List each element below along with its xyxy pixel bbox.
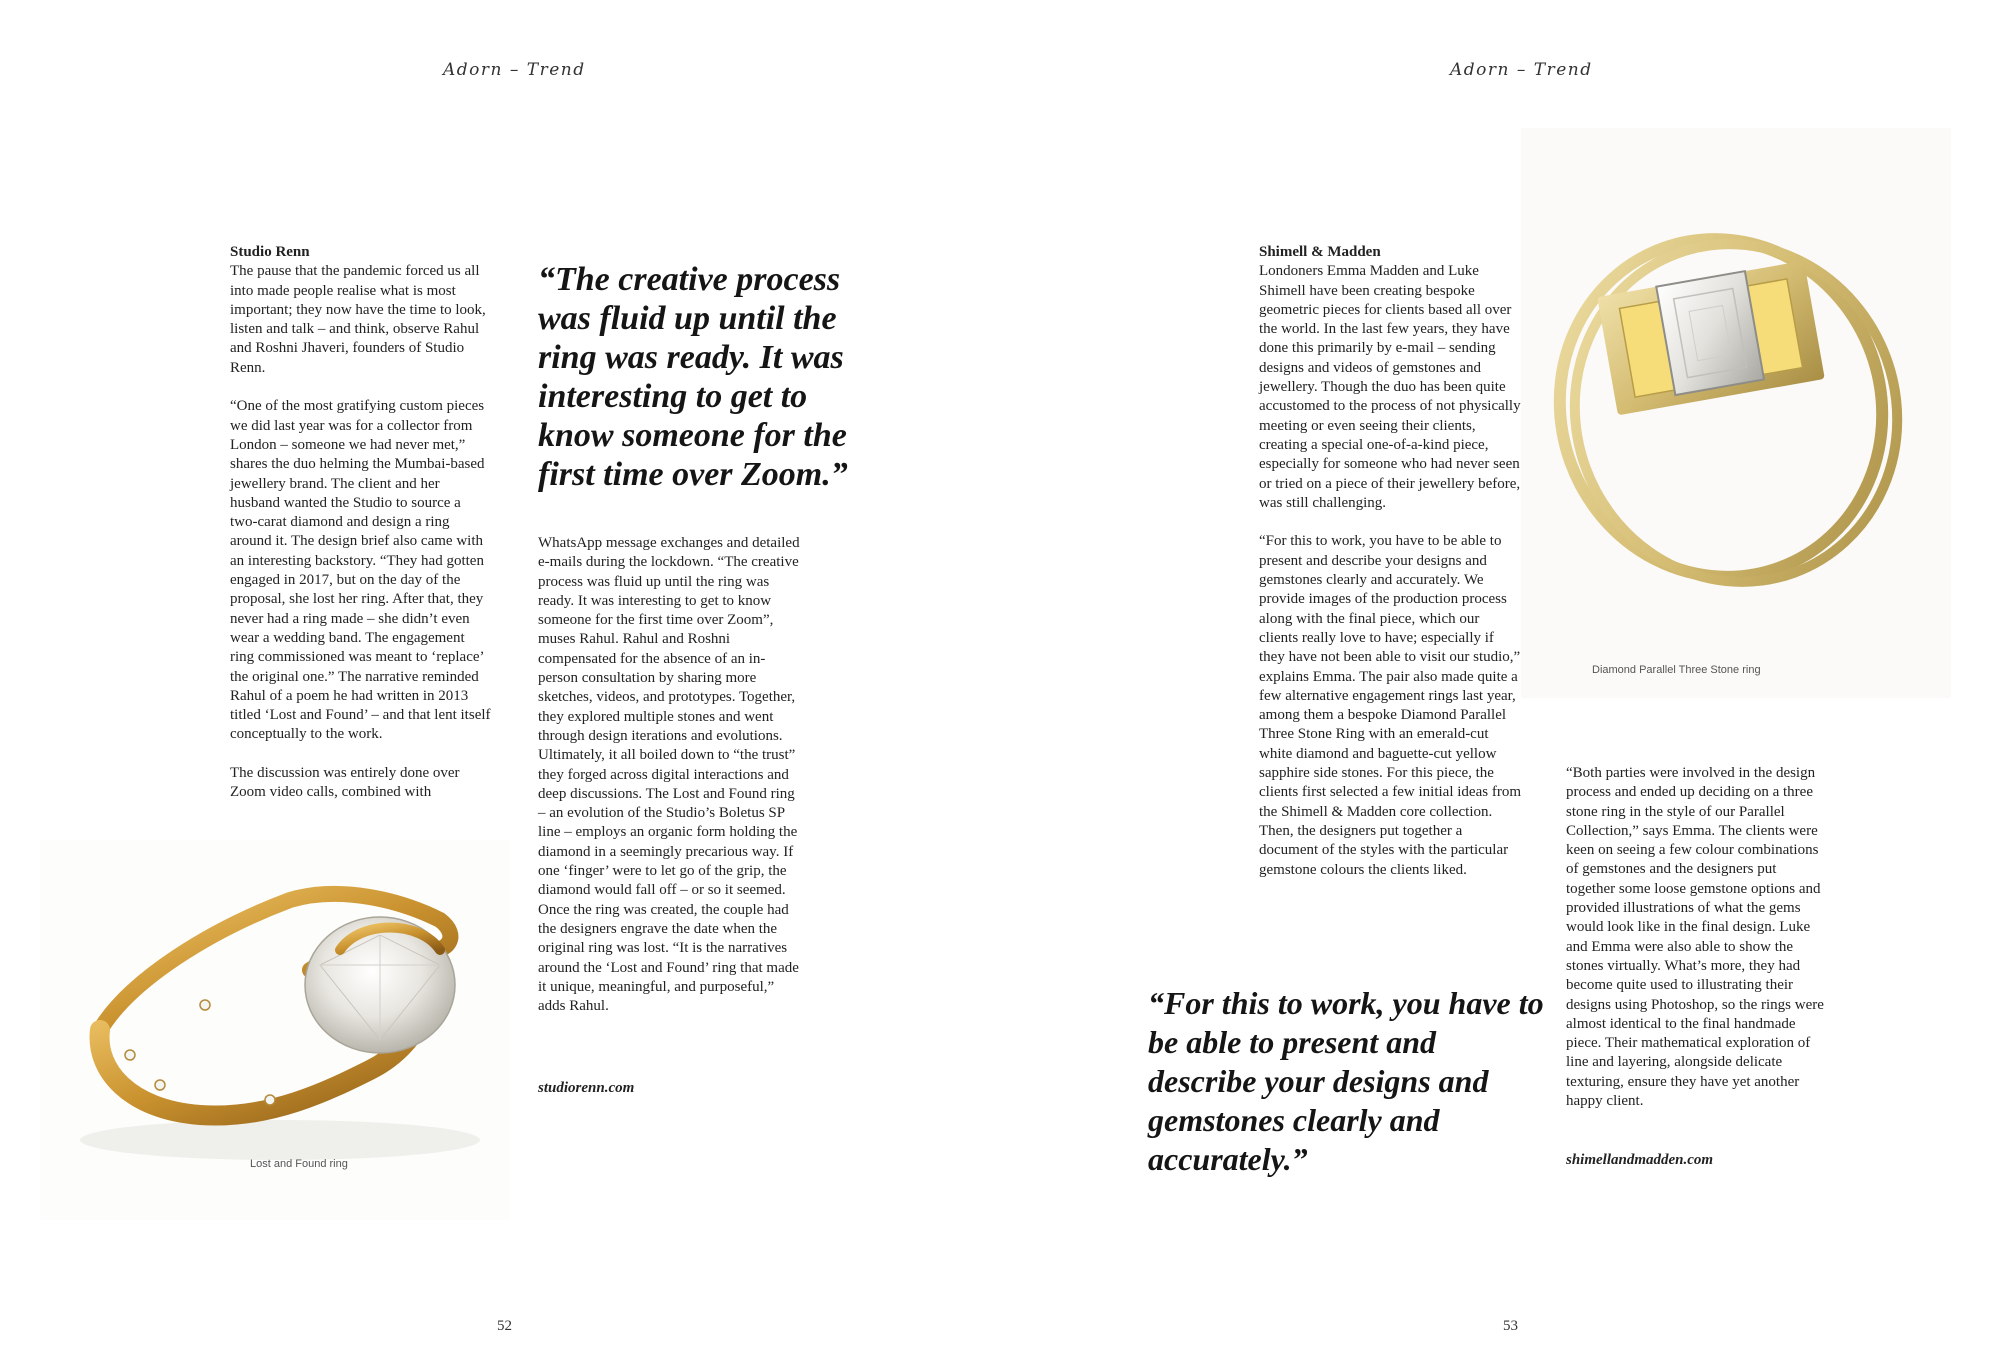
image-caption-diamond-parallel: Diamond Parallel Three Stone ring [1592, 664, 1761, 676]
running-header-left: Adorn – Trend [443, 60, 586, 80]
body-paragraph: “Both parties were involved in the design process and ended up deciding on a three stone ring in the style of our Parallel Collection,” says Emma. The clients were keen on seeing a few colour combinations of gemstones and the designers put together some loose gemstone options and provided illustrations of what the gems would look like in the final design. Luke and Emma were also able to show the stones virtually. What’s more, they had become quite used to illustrating their designs using Photoshop, so the rings were almost identical to the final handmade piece. Their mathematical exploration of line and layering, alongside delicate texturing, ensure they have yet another happy client. [1566, 765, 1824, 1110]
diamond-parallel-ring-image [1521, 128, 1951, 698]
shimell-madden-column-2 [1566, 764, 1828, 1111]
section-heading-shimell-madden: Shimell & Madden [1259, 244, 1381, 260]
running-header-right: Adorn – Trend [1450, 60, 1593, 80]
body-paragraph: “For this to work, you have to be able to present and describe your designs and gemstones clearly and accurately. We provide images of the production process along with the final piece, which our clients really love to have; especially if they have not been able to visit our studio,” explains Emma. The pair also made quite a few alternative engagement rings last year, among them a bespoke Diamond Parallel Three Stone Ring with an emerald-cut white diamond and baguette-cut yellow sapphire side stones. For this piece, the clients first selected a few initial ideas from the Shimell & Madden core collection. Then, the designers put together a document of the styles with the particular gemstone colours the clients liked. [1259, 533, 1521, 878]
page-number-left: 52 [497, 1318, 512, 1334]
image-caption-lost-and-found: Lost and Found ring [250, 1158, 348, 1170]
shimell-madden-column [1259, 243, 1521, 880]
studio-renn-column-2 [538, 534, 800, 1016]
body-paragraph: “One of the most gratifying custom pieces we did last year was for a collector from London – someone we had never met,” shares the duo helming the Mumbai-based jewellery brand. The client and her husband wanted the Studio to source a two-carat diamond and design a ring around it. The design brief also came with an interesting backstory. “They had gotten engaged in 2017, but on the day of the proposal, she lost her ring. After that, they never had a ring made – she didn’t even wear a wedding band. The engagement ring commissioned was meant to ‘replace’ the original one.” The narrative reminded Rahul of a poem he had written in 2013 titled ‘Lost and Found’ – and that lent itself conceptually to the work. [230, 398, 491, 743]
shimell-madden-url[interactable]: shimellandmadden.com [1566, 1152, 1714, 1168]
body-paragraph: The pause that the pandemic forced us all into made people realise what is most important; they now have the time to look, listen and talk – and think, observe Rahul and Roshni Jhaveri, founders of Studio Renn. [230, 263, 486, 376]
page-number-right: 53 [1503, 1318, 1518, 1334]
section-heading-studio-renn: Studio Renn [230, 244, 310, 260]
studio-renn-url[interactable]: studiorenn.com [538, 1080, 635, 1096]
ring-illustration [1521, 128, 1951, 698]
pull-quote-left: “The creative process was fluid up until the ring was ready. It was interesting to get to know someone for the first time over Zoom.” [538, 261, 848, 493]
body-paragraph: The discussion was entirely done over Zoom video calls, combined with [230, 765, 460, 801]
pull-quote-right: “For this to work, you have to be able to present and describe your designs and gemstones clearly and accurately.” [1148, 985, 1544, 1177]
body-paragraph: Londoners Emma Madden and Luke Shimell have been creating bespoke geometric pieces for clients based all over the world. In the last few years, they have done this primarily by e-mail – sending designs and videos of gemstones and jewellery. Though the duo has been quite accustomed to the process of not physically meeting or even seeing their clients, creating a special one-of-a-kind piece, especially for someone who had never seen or tried on a piece of their jewellery before, was still challenging. [1259, 263, 1521, 511]
body-paragraph: WhatsApp message exchanges and detailed e-mails during the lockdown. “The creative process was fluid up until the ring was ready. It was interesting to get to know someone for the first time over Zoom”, muses Rahul. Rahul and Roshni compensated for the absence of an in-person consultation by sharing more sketches, videos, and prototypes. Together, they explored multiple stones and went through design iterations and evolutions. Ultimately, it all boiled down to “the trust” they forged across digital interactions and deep discussions. The Lost and Found ring – an evolution of the Studio’s Boletus SP line – employs an organic form holding the diamond in a seemingly precarious way. If one ‘finger’ were to let go of the grip, the diamond would fall off – or so it seemed. Once the ring was created, the couple had the designers engrave the date when the original ring was lost. “It is the narratives around the ‘Lost and Found’ ring that made it unique, meaningful, and purposeful,” adds Rahul. [538, 535, 800, 1015]
studio-renn-column [230, 243, 492, 803]
